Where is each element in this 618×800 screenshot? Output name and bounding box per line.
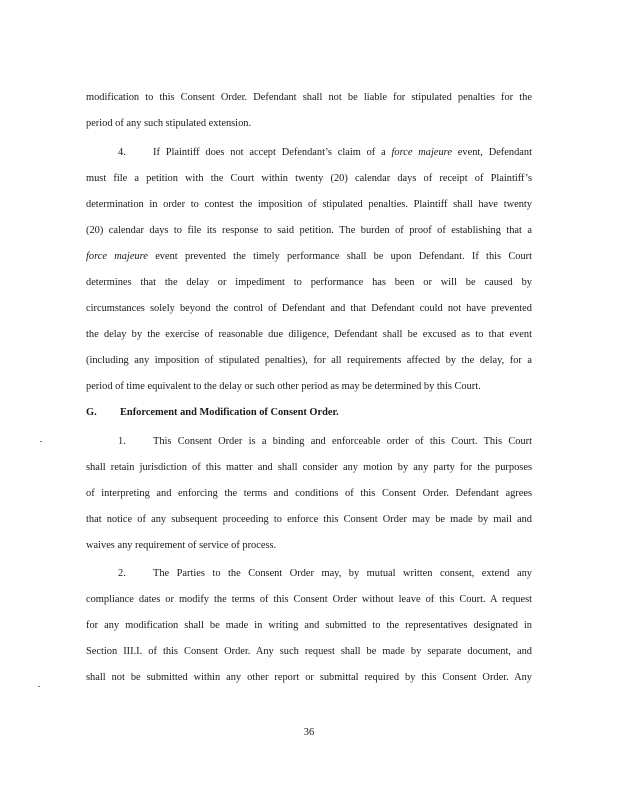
text-line: determination in order to contest the imposition of stipulated penalties. Plaintiff shall have twenty: [86, 199, 532, 210]
text-line: period of time equivalent to the delay or such other period as may be determined by this Court.: [86, 381, 481, 392]
italic-term: force majeure: [391, 147, 452, 158]
text-line: the delay by the exercise of reasonable due diligence, Defendant shall be excused as to that event: [86, 329, 532, 340]
scan-speck: [40, 441, 42, 442]
scan-speck: [38, 686, 40, 687]
text-segment: If Plaintiff does not accept Defendant’s claim of a: [153, 147, 386, 158]
paragraph-number: 1.: [118, 436, 126, 447]
text-line: for any modification shall be made in writing and submitted to the representatives designated in: [86, 620, 532, 631]
text-line: (20) calendar days to file its response to said petition. The burden of proof of establishing that a: [86, 225, 532, 236]
text-line: shall retain jurisdiction of this matter and shall consider any motion by any party for the purposes: [86, 462, 532, 473]
text-line: The Parties to the Consent Order may, by mutual written consent, extend any: [153, 568, 532, 579]
paragraph-number: 2.: [118, 568, 126, 579]
text-line: modification to this Consent Order. Defendant shall not be liable for stipulated penalties for the: [86, 92, 532, 103]
text-line: circumstances solely beyond the control of Defendant and that Defendant could not have prevented: [86, 303, 532, 314]
text-line: shall not be submitted within any other report or submittal required by this Consent Order. Any: [86, 672, 532, 683]
text-segment: event prevented the timely performance shall be upon Defendant. If this Court: [155, 251, 533, 262]
text-line: (including any imposition of stipulated penalties), for all requirements affected by the delay, for a: [86, 355, 532, 366]
text-line: period of any such stipulated extension.: [86, 118, 252, 129]
text-line: must file a petition with the Court within twenty (20) calendar days of receipt of Plaintiff’s: [86, 173, 532, 184]
text-line: This Consent Order is a binding and enforceable order of this Court. This Court: [153, 436, 532, 447]
italic-term: force majeure: [86, 251, 148, 262]
text-line: of interpreting and enforcing the terms and conditions of this Consent Order. Defendant agrees: [86, 488, 532, 499]
text-line: that notice of any subsequent proceeding to enforce this Consent Order may be made by mail and: [86, 514, 532, 525]
text-line: [86, 250, 532, 264]
page-number: 36: [303, 727, 315, 738]
section-letter: G.: [86, 407, 97, 418]
text-line: determines that the delay or impediment to performance has been or will be caused by: [86, 277, 532, 288]
paragraph-number: 4.: [118, 147, 126, 158]
text-line: [153, 146, 532, 160]
text-line: compliance dates or modify the terms of this Consent Order without leave of this Court. A request: [86, 594, 532, 605]
section-heading: [86, 406, 339, 420]
text-segment: event, Defendant: [457, 147, 532, 158]
text-line: waives any requirement of service of process.: [86, 540, 277, 551]
section-title: Enforcement and Modification of Consent Order.: [120, 407, 339, 418]
text-line: Section III.I. of this Consent Order. Any such request shall be made by separate document, and: [86, 646, 532, 657]
